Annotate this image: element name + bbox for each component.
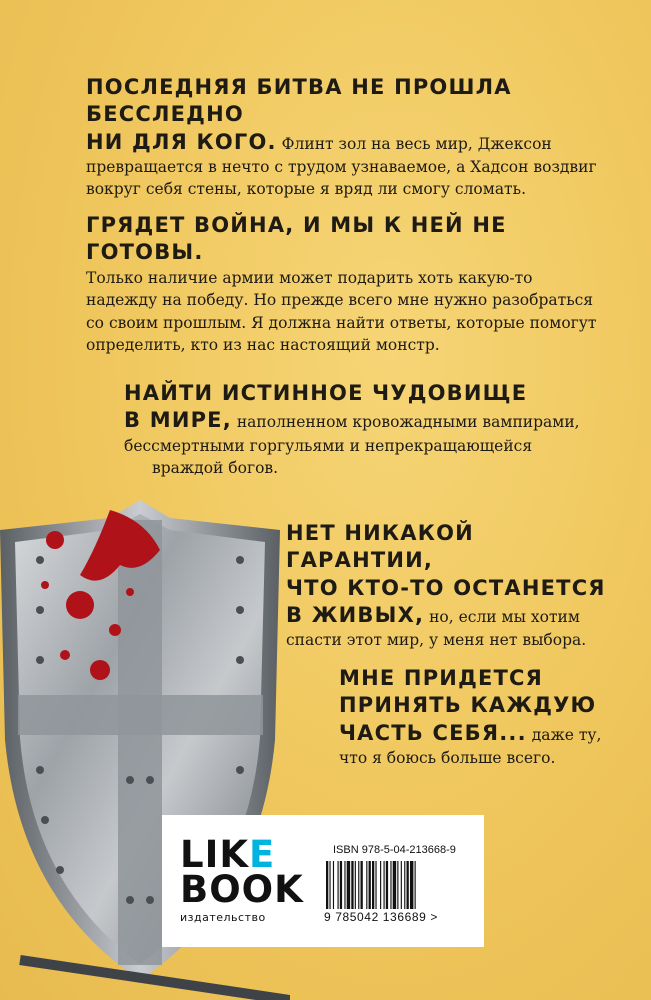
text-block-1 (86, 74, 606, 201)
barcode-bar (369, 861, 371, 909)
barcode-bar (401, 861, 402, 909)
body-text: спасти этот мир, у меня нет выбора. (286, 631, 587, 650)
body-text: враждой богов. (152, 459, 279, 478)
heading: ПРИНЯТЬ КАЖДУЮ (339, 693, 597, 718)
barcode-bar (340, 861, 342, 909)
logo-line-1: LIKE (180, 833, 276, 876)
barcode-bar (338, 861, 339, 909)
heading: НАЙТИ ИСТИННОЕ ЧУДОВИЩЕ (124, 381, 528, 405)
barcode-bar (384, 861, 385, 909)
isbn-text: ISBN 978-5-04-213668-9 (333, 844, 456, 856)
barcode-bar (361, 861, 363, 909)
barcode-bar (415, 861, 416, 909)
barcode-bar (344, 861, 345, 909)
heading: ЧТО КТО-ТО ОСТАНЕТСЯ (286, 575, 606, 600)
heading: В МИРЕ, (124, 408, 232, 433)
body-text: Флинт зол на весь мир, Джексон (281, 134, 552, 153)
barcode-bar (404, 861, 405, 909)
body-text: что я боюсь больше всего. (339, 748, 556, 767)
publisher-logo (180, 833, 304, 925)
barcode-bar (366, 861, 367, 909)
heading: ПОСЛЕДНЯЯ БИТВА НЕ ПРОШЛА БЕССЛЕДНО (86, 75, 512, 127)
body-text: превращается в нечто с трудом узнаваемое, а Хадсон воздвиг (86, 157, 597, 176)
barcode (324, 861, 472, 909)
barcode-bar (375, 861, 376, 909)
heading: ГРЯДЕТ ВОЙНА, И МЫ К НЕЙ НЕ ГОТОВЫ. (86, 213, 507, 265)
text-block-2 (86, 212, 616, 356)
heading: НИ ДЛЯ КОГО. (86, 129, 277, 154)
barcode-bar (333, 861, 334, 909)
barcode-bar (410, 861, 413, 909)
publisher-barcode-panel (162, 815, 484, 947)
text-block-5 (339, 665, 619, 769)
barcode-bar (351, 861, 353, 909)
heading: В ЖИВЫХ, (286, 602, 425, 627)
barcode-bar (326, 861, 328, 909)
heading: ЧАСТЬ СЕБЯ... (339, 720, 527, 745)
barcode-digits: 9 785042 136689 > (324, 910, 438, 924)
barcode-bar (347, 861, 350, 909)
barcode-bar (390, 861, 391, 909)
heading: НЕТ НИКАКОЙ ГАРАНТИИ, (286, 521, 474, 573)
barcode-bar (329, 861, 330, 909)
barcode-bar (407, 861, 409, 909)
barcode-bar (355, 861, 356, 909)
barcode-bar (393, 861, 396, 909)
body-text: даже ту, (531, 725, 602, 744)
text-block-3 (124, 380, 604, 480)
text-block-4 (286, 520, 616, 652)
body-text: вокруг себя стены, которые я вряд ли смогу сломать. (86, 180, 527, 199)
barcode-bar (386, 861, 388, 909)
logo-line-2: BOOK (180, 868, 304, 912)
barcode-bar (372, 861, 374, 909)
body-text: надежду на победу. Но прежде всего мне нужно разобраться (86, 291, 594, 310)
barcode-bar (397, 861, 398, 909)
heading: МНЕ ПРИДЕТСЯ (339, 666, 544, 690)
publisher-label: издательство (180, 911, 266, 925)
barcode-bar (358, 861, 359, 909)
body-text: со своим прошлым. Я должна найти ответы, которые помогут (86, 313, 597, 332)
barcode-bar (380, 861, 381, 909)
body-text: бессмертными горгульями и непрекращающейся (124, 436, 533, 455)
body-text: Только наличие армии может подарить хоть какую-то (86, 268, 533, 287)
body-text: определить, кто из нас настоящий монстр. (86, 336, 440, 354)
body-text: наполненном кровожадными вампирами, (236, 413, 580, 432)
body-text: но, если мы хотим (429, 607, 580, 626)
